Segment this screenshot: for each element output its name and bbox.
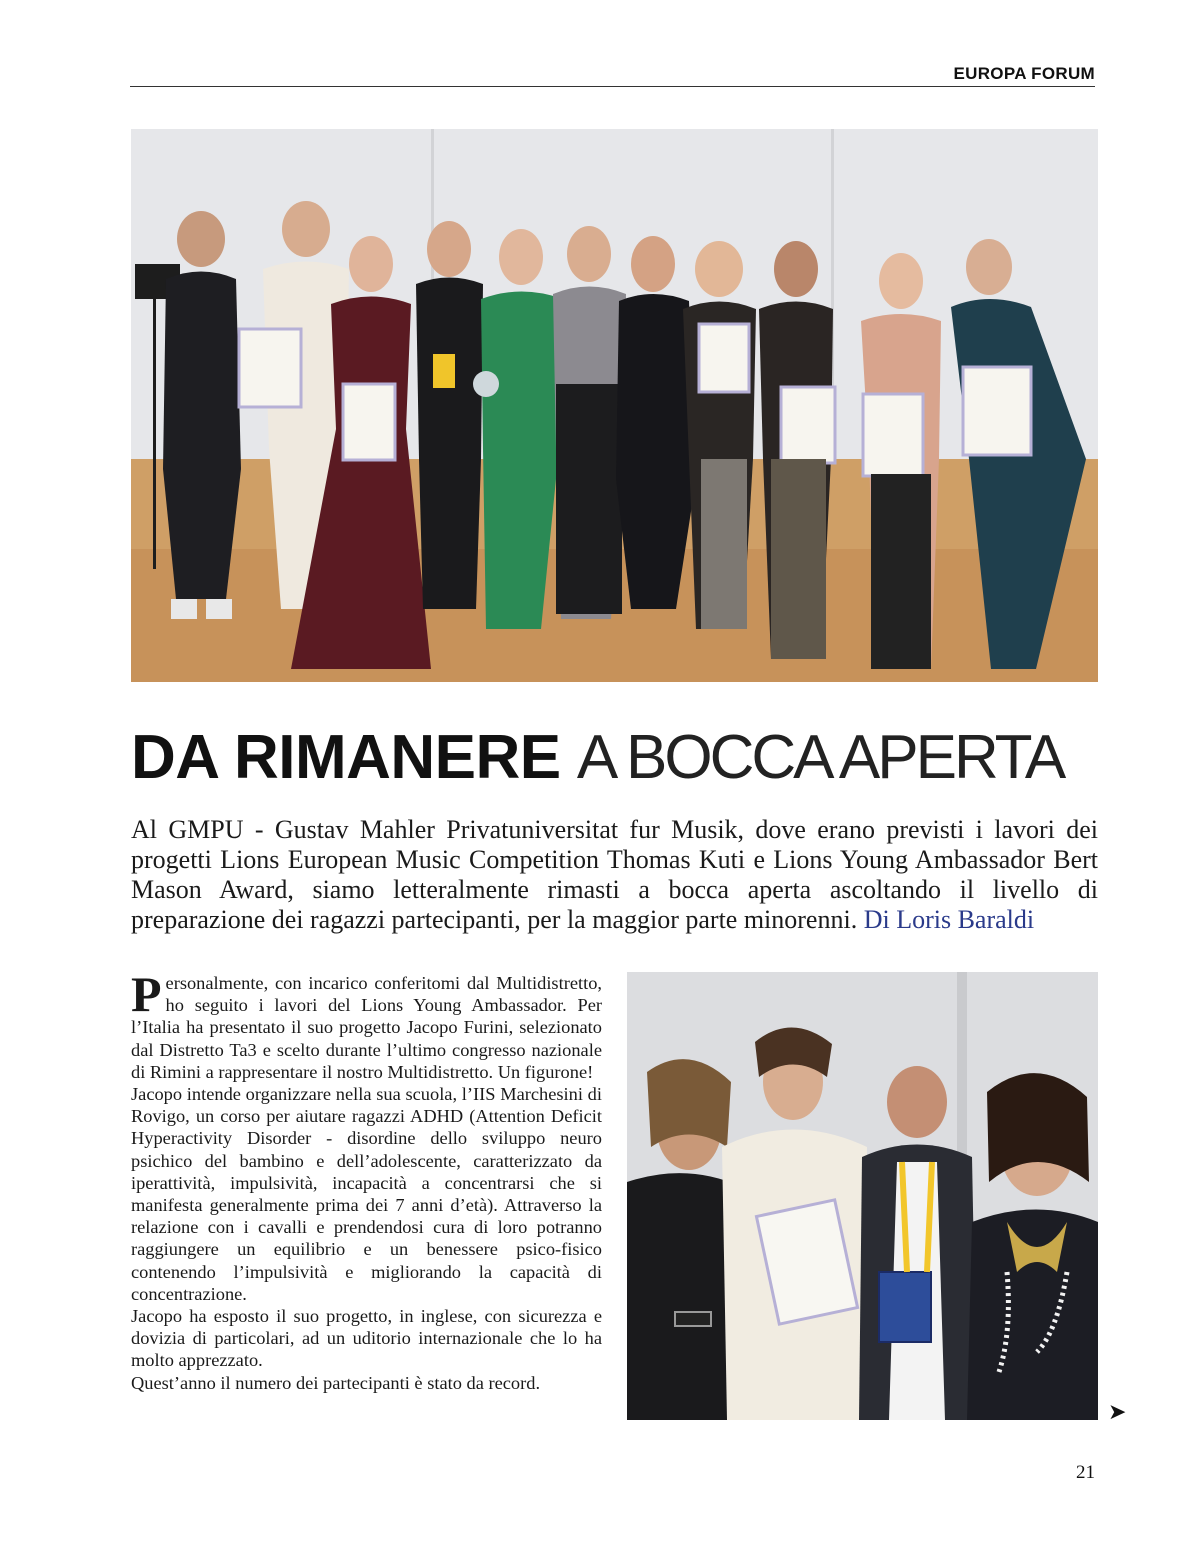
lead-text: Al GMPU - Gustav Mahler Privatuniversitat fur Musik, dove erano previsti i lavori dei progetti Lions European Music Competition Thomas Kuti e Lions Young Ambassador Bert Mason Award, siamo letteralmente rimasti a bocca aperta ascoltando il livello di preparazione dei ragazzi partecipanti, per la maggior parte minorenni.	[131, 815, 1098, 934]
body-paragraph-4: Quest’anno il numero dei partecipanti è stato da record.	[131, 1372, 541, 1393]
page-number: 21	[1076, 1462, 1095, 1483]
headline-light: A BOCCA APERTA	[576, 723, 1064, 792]
main-photo	[131, 129, 1098, 682]
article-headline	[131, 722, 1101, 794]
article-body	[131, 966, 602, 1394]
body-paragraph-1-text: ersonalmente, con incarico conferitomi dal Multidistretto, ho seguito i lavori del Lions Young Ambassador. Per l’Italia ha presentato il suo progetto Jacopo Furini, selezionato dal Distretto Ta3 e scelto durante l’ultimo congresso nazionale di Rimini a rappresentare il nostro Multidistretto. Un figurone!	[131, 973, 602, 1082]
article-lead	[131, 815, 1098, 935]
body-paragraph-3: Jacopo ha esposto il suo progetto, in inglese, con sicurezza e dovizia di particolari, ad un uditorio internazionale che lo ha molto apprezzato.	[131, 1306, 602, 1371]
drop-cap: P	[131, 966, 162, 1022]
side-photo	[627, 972, 1098, 1420]
headline-bold: DA RIMANERE	[131, 723, 561, 792]
header-divider	[130, 86, 1095, 87]
section-label: EUROPA FORUM	[953, 64, 1095, 83]
continue-arrow-icon: ➤	[1108, 1400, 1127, 1425]
author-byline: Di Loris Baraldi	[863, 905, 1035, 934]
body-paragraph-2: Jacopo intende organizzare nella sua scuola, l’IIS Marchesini di Rovigo, un corso per aiutare ragazzi ADHD (Attention Deficit Hyperactivity Disorder - disordine dello sviluppo neuro psichico del bambino e dell’adolescente, caratterizzato da iperattività, impulsività, incapacità a concentrarsi che si manifesta generalmente prima dei 7 anni d’età). Attraverso la relazione con i cavalli e prendendosi cura di loro potranno raggiungere un equilibrio e un benessere psico-fisico contenendo l’impulsività e migliorando la capacità di concentrazione.	[131, 1084, 602, 1304]
main-photo-illustration	[131, 129, 1098, 682]
side-photo-illustration	[627, 972, 1098, 1420]
body-paragraph-1	[131, 966, 602, 1083]
